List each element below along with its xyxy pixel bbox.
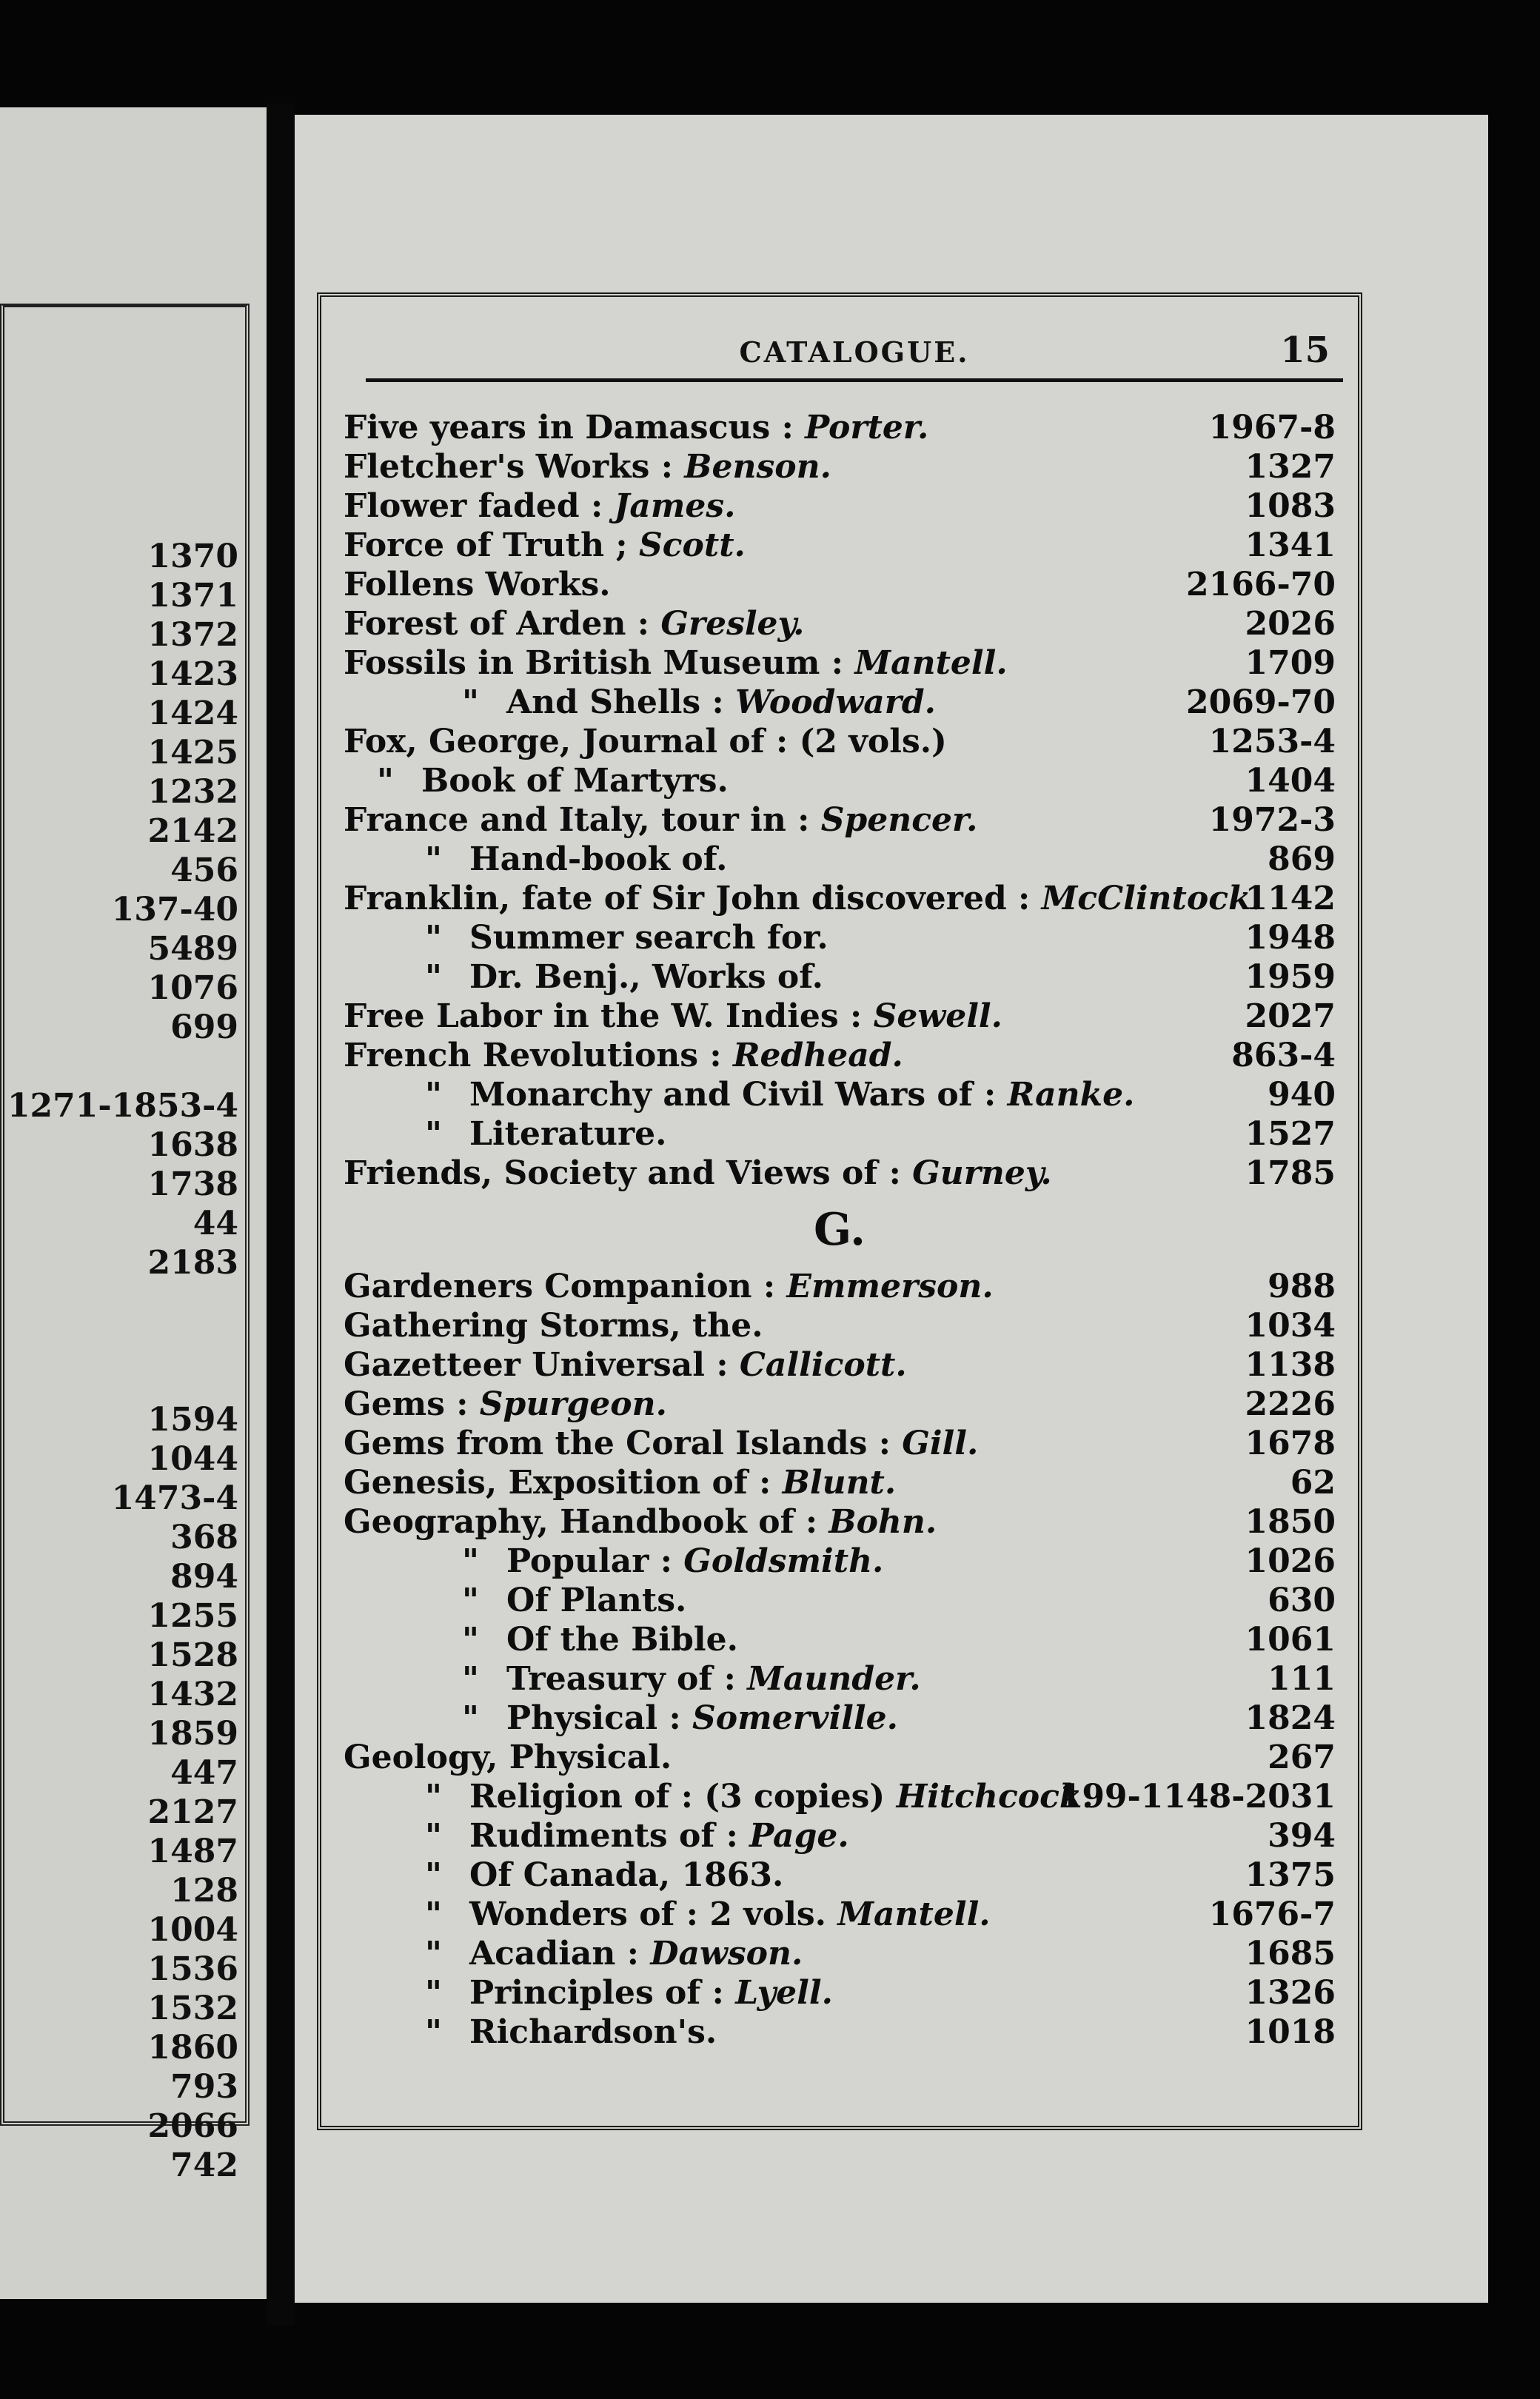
- entry-title-group: [344, 565, 611, 604]
- entry-title-group: " Dr. Benj., Works of.: [425, 958, 823, 996]
- catalogue-entry: [344, 604, 1336, 643]
- entry-author: Redhead.: [732, 1037, 903, 1074]
- left-page-number: 2142: [147, 812, 238, 850]
- entry-author: Sewell.: [873, 997, 1002, 1035]
- entry-author: Spencer.: [820, 801, 978, 839]
- catalogue-entry: [344, 683, 1336, 722]
- catalogue-entry: [344, 408, 1336, 447]
- entry-title: Geology, Physical.: [344, 1739, 672, 1776]
- catalogue-entry: [344, 1973, 1336, 2012]
- left-page-number: 742: [170, 2147, 238, 2184]
- catalogue-entry: [344, 1424, 1336, 1463]
- entry-title: Franklin, fate of Sir John discovered :: [344, 880, 1042, 917]
- catalogue-entries: [344, 408, 1336, 2052]
- catalogue-entry: [344, 1581, 1336, 1620]
- left-page-number: 699: [170, 1008, 238, 1046]
- catalogue-entry: [344, 840, 1336, 879]
- catalogue-entry: [344, 1738, 1336, 1777]
- catalogue-entry: [344, 1385, 1336, 1424]
- entry-number: 1527: [1245, 1115, 1336, 1153]
- entry-title: Gems :: [344, 1385, 480, 1423]
- entry-title: France and Italy, tour in :: [344, 801, 821, 839]
- entry-title: Friends, Society and Views of :: [344, 1154, 913, 1192]
- entry-title-group: [344, 1385, 667, 1424]
- entry-title-group: " Popular : Goldsmith.: [462, 1542, 884, 1580]
- left-page-number: [0, 1322, 238, 1361]
- entry-title: Physical :: [506, 1699, 693, 1737]
- catalogue-entry: [344, 879, 1336, 918]
- entry-author: Maunder.: [747, 1660, 921, 1698]
- catalogue-entry: [344, 1075, 1336, 1114]
- entry-author: McClintock.: [1041, 880, 1262, 917]
- entry-title-group: [344, 486, 735, 526]
- page-title: CATALOGUE.: [739, 335, 970, 369]
- left-page-number: 2183: [147, 1244, 238, 1282]
- entry-number: 630: [1268, 1582, 1336, 1619]
- left-page-number: 1425: [147, 734, 238, 772]
- catalogue-entry: [344, 800, 1336, 840]
- entry-title: Wonders of : 2 vols.: [469, 1896, 838, 1933]
- entry-title-group: " Principles of : Lyell.: [425, 1974, 833, 2012]
- left-page-number: 1532: [147, 1990, 238, 2027]
- catalogue-entry: [344, 643, 1336, 683]
- left-page-number: 1432: [147, 1676, 238, 1713]
- entry-number: 869: [1268, 840, 1336, 878]
- entry-number: 940: [1268, 1076, 1336, 1114]
- entry-title-group: " Religion of : (3 copies) Hitchcock.: [425, 1778, 1094, 1816]
- entry-title: Gazetteer Universal :: [344, 1346, 740, 1384]
- entry-title: Of Plants.: [506, 1582, 687, 1619]
- entry-number: 1676-7: [1208, 1896, 1336, 1933]
- entry-author: Emmerson.: [786, 1268, 994, 1305]
- catalogue-entry: [344, 565, 1336, 604]
- entry-title: Of the Bible.: [506, 1621, 738, 1659]
- entry-title: Summer search for.: [469, 919, 828, 957]
- catalogue-entry: [344, 1659, 1336, 1699]
- left-page-number: 1004: [147, 1911, 238, 1949]
- catalogue-entry: [344, 997, 1336, 1036]
- entry-number: 1967-8: [1208, 409, 1336, 446]
- entry-number: 2166-70: [1186, 566, 1336, 603]
- entry-number: 1850: [1245, 1503, 1336, 1541]
- catalogue-entry: [344, 1895, 1336, 1934]
- entry-number: 1018: [1245, 2013, 1336, 2051]
- catalogue-entry: [344, 486, 1336, 526]
- entry-title-group: [344, 1424, 978, 1463]
- entry-author: Page.: [749, 1817, 849, 1855]
- entry-title-group: [344, 1306, 763, 1345]
- entry-number: 2069-70: [1186, 683, 1336, 721]
- entry-title: Richardson's.: [469, 2013, 717, 2051]
- left-page-number: 1076: [147, 969, 238, 1007]
- entry-title: Hand-book of.: [469, 840, 728, 878]
- entry-number: 1327: [1245, 448, 1336, 486]
- entry-title-group: " Treasury of : Maunder.: [462, 1660, 921, 1698]
- catalogue-entry: [344, 722, 1336, 761]
- left-page-number: 1860: [147, 2029, 238, 2067]
- entry-author: Scott.: [638, 526, 746, 564]
- entry-title: Religion of : (3 copies): [469, 1778, 897, 1816]
- entry-title-group: [344, 447, 831, 486]
- entry-number: 394: [1268, 1817, 1336, 1855]
- entry-author: Gresley.: [660, 605, 805, 643]
- entry-number: 267: [1268, 1739, 1336, 1776]
- entry-title-group: [344, 1502, 937, 1542]
- left-page-number: 368: [170, 1519, 238, 1556]
- catalogue-entry: [344, 1463, 1336, 1502]
- catalogue-frame: [317, 292, 1362, 2130]
- book-gutter: [267, 104, 295, 2325]
- entry-title: Genesis, Exposition of :: [344, 1464, 783, 1502]
- entry-title-group: " Summer search for.: [425, 919, 828, 957]
- entry-author: Ranke.: [1007, 1076, 1135, 1114]
- entry-title-group: " Rudiments of : Page.: [425, 1817, 849, 1855]
- catalogue-entry: [344, 1699, 1336, 1738]
- entry-title-group: [344, 643, 1008, 683]
- catalogue-entry: [344, 918, 1336, 957]
- left-page-number: 2066: [147, 2107, 238, 2145]
- entry-author: Gurney.: [912, 1154, 1052, 1192]
- entry-number: 1326: [1245, 1974, 1336, 2012]
- catalogue-entry: [344, 2012, 1336, 2052]
- entry-author: Lyell.: [735, 1974, 833, 2012]
- entry-number: 1948: [1245, 919, 1336, 957]
- left-page-number: 456: [170, 851, 238, 889]
- entry-title: Fossils in British Museum :: [344, 644, 855, 682]
- left-page-number: 1271-1853-4: [7, 1087, 238, 1125]
- entry-title: Treasury of :: [506, 1660, 748, 1698]
- entry-author: Mantell.: [837, 1896, 991, 1933]
- entry-title: Forest of Arden :: [344, 605, 661, 643]
- entry-number: 1138: [1245, 1346, 1336, 1384]
- catalogue-entry: [344, 1856, 1336, 1895]
- left-page-number: 1423: [147, 655, 238, 693]
- left-page-number: 1536: [147, 1950, 238, 1988]
- entry-number: 1824: [1245, 1699, 1336, 1737]
- entry-title-group: [344, 1154, 1052, 1193]
- page-number: 15: [1280, 329, 1330, 371]
- entry-number: 1142: [1245, 880, 1336, 917]
- entry-title-group: " Richardson's.: [425, 2013, 717, 2051]
- entry-title-group: " Of Plants.: [462, 1582, 687, 1619]
- left-page: [0, 107, 267, 2299]
- left-page-number: 128: [170, 1872, 238, 1910]
- entry-title-group: " Book of Martyrs.: [377, 762, 729, 800]
- page-header: [366, 329, 1343, 382]
- entry-title-group: " Of the Bible.: [462, 1621, 738, 1659]
- entry-number: 1083: [1245, 487, 1336, 525]
- catalogue-entry: [344, 1934, 1336, 1973]
- entry-title: Of Canada, 1863.: [469, 1856, 784, 1894]
- left-page-number: [0, 1047, 238, 1086]
- entry-title: Force of Truth ;: [344, 526, 639, 564]
- section-heading: G.: [814, 1204, 866, 1256]
- entry-title-group: " Acadian : Dawson.: [425, 1935, 803, 1973]
- entry-number: 1685: [1245, 1935, 1336, 1973]
- entry-number: 1785: [1245, 1154, 1336, 1192]
- left-page-number: 793: [170, 2068, 238, 2106]
- entry-title-group: [344, 1463, 896, 1502]
- left-page-number: 1255: [147, 1597, 238, 1635]
- entry-title: Follens Works.: [344, 566, 611, 603]
- left-page-number: 44: [192, 1205, 238, 1242]
- entry-number: 1026: [1245, 1542, 1336, 1580]
- catalogue-entry: [344, 447, 1336, 486]
- entry-title-group: [344, 722, 947, 761]
- entry-title: Geography, Handbook of :: [344, 1503, 829, 1541]
- entry-title-group: " Literature.: [425, 1115, 667, 1153]
- entry-title-group: [344, 1345, 907, 1385]
- entry-number: 1959: [1245, 958, 1336, 996]
- entry-title-group: [344, 604, 804, 643]
- catalogue-entry: [344, 957, 1336, 997]
- entry-title-group: [344, 997, 1002, 1036]
- left-page-number: 1594: [147, 1401, 238, 1439]
- entry-number: 988: [1268, 1268, 1336, 1305]
- left-page-number: 1370: [147, 538, 238, 575]
- entry-title: Five years in Damascus :: [344, 409, 806, 446]
- entry-title-group: " Hand-book of.: [425, 840, 728, 878]
- entry-author: Spurgeon.: [479, 1385, 667, 1423]
- entry-number: 62: [1290, 1464, 1336, 1502]
- left-page-number: [0, 1361, 238, 1400]
- entry-title: Book of Martyrs.: [421, 762, 729, 800]
- right-page: [295, 115, 1488, 2303]
- catalogue-entry: [344, 761, 1336, 800]
- catalogue-entry: [344, 1345, 1336, 1385]
- entry-title-group: " Wonders of : 2 vols. Mantell.: [425, 1896, 991, 1933]
- entry-author: Goldsmith.: [683, 1542, 884, 1580]
- entry-title-group: [344, 408, 928, 447]
- entry-author: Callicott.: [739, 1346, 907, 1384]
- entry-title: Monarchy and Civil Wars of :: [469, 1076, 1008, 1114]
- left-page-number: 1473-4: [111, 1479, 238, 1517]
- left-page-number: 894: [170, 1558, 238, 1596]
- left-page-number: 2127: [147, 1793, 238, 1831]
- entry-number: 2226: [1245, 1385, 1336, 1423]
- entry-number: 2026: [1245, 605, 1336, 643]
- entry-author: Bohn.: [828, 1503, 937, 1541]
- catalogue-entry: [344, 1306, 1336, 1345]
- entry-title: Rudiments of :: [469, 1817, 750, 1855]
- catalogue-entry: [344, 1154, 1336, 1193]
- entry-title: Flower faded :: [344, 487, 615, 525]
- entry-author: James.: [614, 487, 736, 525]
- entry-title: Fox, George, Journal of : (2 vols.): [344, 723, 947, 760]
- left-page-number: 1859: [147, 1715, 238, 1753]
- catalogue-entry: [344, 1816, 1336, 1856]
- entry-author: Somerville.: [692, 1699, 898, 1737]
- left-page-number: 1232: [147, 773, 238, 811]
- entry-title: Gardeners Companion :: [344, 1268, 787, 1305]
- entry-title: Popular :: [506, 1542, 684, 1580]
- left-page-number: 1528: [147, 1636, 238, 1674]
- entry-title-group: [344, 526, 746, 565]
- entry-number: 1061: [1245, 1621, 1336, 1659]
- entry-title: Gathering Storms, the.: [344, 1307, 763, 1345]
- left-page-number: 1372: [147, 616, 238, 654]
- entry-number: 199-1148-2031: [1059, 1778, 1336, 1816]
- left-page-number: 1738: [147, 1165, 238, 1203]
- entry-author: Benson.: [684, 448, 831, 486]
- catalogue-entry: [344, 1036, 1336, 1075]
- left-page-number: 447: [170, 1754, 238, 1792]
- entry-author: Blunt.: [782, 1464, 897, 1502]
- entry-number: 1678: [1245, 1425, 1336, 1462]
- entry-number: 111: [1268, 1660, 1336, 1698]
- left-page-number: 1044: [147, 1440, 238, 1478]
- entry-number: 1404: [1245, 762, 1336, 800]
- entry-title: Acadian :: [469, 1935, 651, 1973]
- entry-title-group: [344, 1738, 672, 1777]
- entry-author: Hitchcock.: [896, 1778, 1094, 1816]
- left-page-number: 5489: [147, 930, 238, 968]
- entry-title: Principles of :: [469, 1974, 736, 2012]
- entry-title: Literature.: [469, 1115, 667, 1153]
- entry-title: Dr. Benj., Works of.: [469, 958, 823, 996]
- entry-number: 1341: [1245, 526, 1336, 564]
- left-page-number: 1424: [147, 695, 238, 732]
- entry-title-group: " Physical : Somerville.: [462, 1699, 898, 1737]
- entry-author: Porter.: [805, 409, 929, 446]
- catalogue-entry: [344, 526, 1336, 565]
- entry-title-group: " And Shells : Woodward.: [462, 683, 937, 721]
- entry-title: Free Labor in the W. Indies :: [344, 997, 874, 1035]
- entry-number: 2027: [1245, 997, 1336, 1035]
- catalogue-entry: [344, 1502, 1336, 1542]
- entry-number: 1972-3: [1208, 801, 1336, 839]
- catalogue-entry: [344, 1777, 1336, 1816]
- entry-title-group: [344, 1267, 994, 1306]
- entry-author: Dawson.: [650, 1935, 803, 1973]
- entry-number: 1709: [1245, 644, 1336, 682]
- left-page-number: 1487: [147, 1833, 238, 1870]
- left-page-number: 137-40: [111, 891, 238, 929]
- entry-title-group: [344, 1036, 903, 1075]
- entry-number: 1375: [1245, 1856, 1336, 1894]
- entry-number: 1034: [1245, 1307, 1336, 1345]
- entry-number: 1253-4: [1208, 723, 1336, 760]
- entry-title-group: [344, 879, 1262, 918]
- entry-title: Gems from the Coral Islands :: [344, 1425, 903, 1462]
- catalogue-entry: [344, 1620, 1336, 1659]
- catalogue-entry: [344, 1267, 1336, 1306]
- left-page-number: 1638: [147, 1126, 238, 1164]
- entry-title-group: [344, 800, 977, 840]
- entry-author: Gill.: [902, 1425, 979, 1462]
- entry-title-group: " Of Canada, 1863.: [425, 1856, 784, 1894]
- left-page-number: 1371: [147, 577, 238, 615]
- catalogue-entry: [344, 1114, 1336, 1154]
- entry-title: Fletcher's Works :: [344, 448, 685, 486]
- entry-number: 863-4: [1231, 1037, 1336, 1074]
- left-page-number: [0, 1282, 238, 1322]
- left-page-numbers: [0, 537, 238, 2185]
- catalogue-entry: [344, 1542, 1336, 1581]
- entry-title: And Shells :: [506, 683, 736, 721]
- entry-title: French Revolutions :: [344, 1037, 733, 1074]
- entry-author: Woodward.: [735, 683, 937, 721]
- entry-author: Mantell.: [854, 644, 1008, 682]
- entry-title-group: " Monarchy and Civil Wars of : Ranke.: [425, 1076, 1135, 1114]
